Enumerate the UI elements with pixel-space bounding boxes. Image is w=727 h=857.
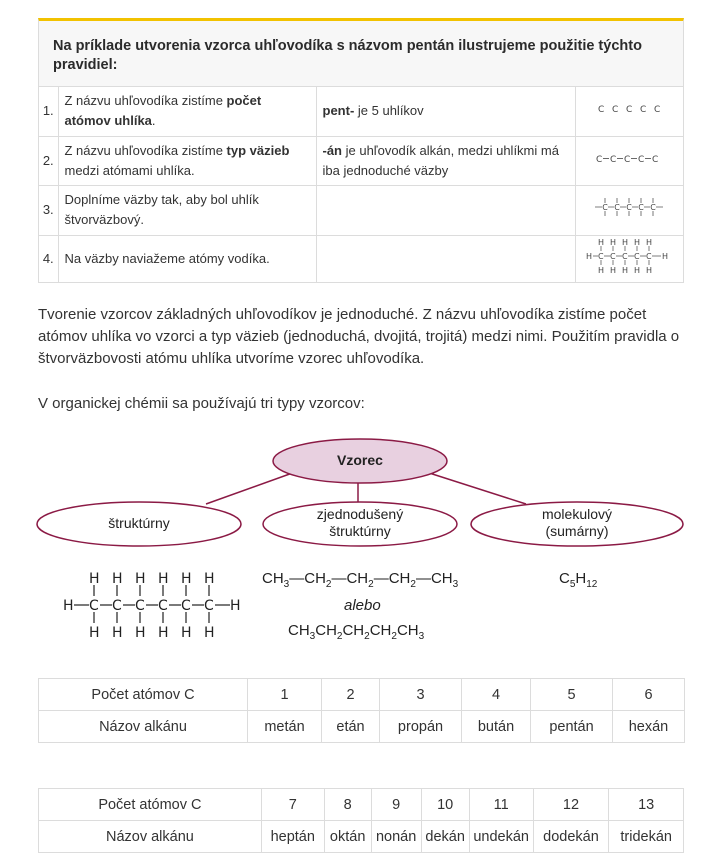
- svg-text:C: C: [612, 105, 619, 116]
- svg-text:H: H: [598, 237, 605, 247]
- svg-text:C: C: [638, 154, 645, 165]
- carbon-chain-formula: [594, 101, 664, 115]
- svg-text:H: H: [158, 571, 169, 587]
- svg-text:C: C: [614, 203, 621, 212]
- svg-text:C: C: [181, 598, 191, 614]
- table-cell: tridekán: [609, 821, 684, 853]
- svg-text:C: C: [158, 598, 168, 614]
- svg-text:H: H: [181, 571, 192, 587]
- svg-text:C: C: [622, 251, 628, 261]
- simplified-formula-dashed: $CH_3—CH_2—CH_2—CH_2—CH_3$: [262, 570, 459, 590]
- svg-text:H: H: [135, 625, 146, 641]
- table-cell: heptán: [261, 821, 324, 853]
- svg-text:C: C: [596, 154, 603, 165]
- formula-types-paragraph: V organickej chémii sa používajú tri typy vzorcov:: [38, 395, 365, 412]
- svg-text:C: C: [654, 105, 661, 116]
- svg-text:C: C: [204, 598, 214, 614]
- table-cell: pentán: [531, 711, 613, 743]
- connector-line: [423, 471, 526, 504]
- table-cell: undekán: [469, 821, 533, 853]
- row-label-name: Názov alkánu: [39, 821, 262, 853]
- table-cell: metán: [248, 711, 322, 743]
- table-cell: 3: [380, 679, 462, 711]
- hexane-structural-formula: [63, 571, 241, 641]
- svg-text:H: H: [230, 598, 241, 614]
- table-cell: bután: [462, 711, 531, 743]
- svg-text:H: H: [646, 265, 653, 275]
- svg-text:H: H: [622, 265, 629, 275]
- step-instruction: Z názvu uhľovodíka zistíme typ väzieb medzi atómami uhlíka.: [58, 136, 316, 185]
- root-node-label: Vzorec: [337, 452, 383, 468]
- svg-text:C: C: [624, 154, 631, 165]
- table-cell: 2: [322, 679, 380, 711]
- step-note: [316, 235, 575, 282]
- svg-text:H: H: [63, 598, 74, 614]
- svg-text:H: H: [112, 625, 123, 641]
- alkane-table-1: [38, 678, 685, 743]
- table-cell: dekán: [421, 821, 469, 853]
- svg-text:H: H: [181, 625, 192, 641]
- alkane-table-2: [38, 788, 684, 853]
- svg-text:H: H: [622, 237, 629, 247]
- table-cell: 4: [462, 679, 531, 711]
- svg-text:H: H: [204, 571, 215, 587]
- svg-text:C: C: [652, 154, 659, 165]
- step-instruction: Doplníme väzby tak, aby bol uhlík štvorväzbový.: [58, 185, 316, 235]
- svg-text:H: H: [634, 237, 641, 247]
- table-cell: 1: [248, 679, 322, 711]
- table-row: [39, 185, 683, 235]
- step-instruction: Na väzby naviažeme atómy vodíka.: [58, 235, 316, 282]
- simplified-structural-node-label: zjednodušený štruktúrny: [316, 506, 404, 539]
- step-note: -án je uhľovodík alkán, medzi uhlíkmi má iba jednoduché väzby: [316, 136, 575, 185]
- svg-text:C: C: [598, 251, 604, 261]
- step-note: pent- je 5 uhlíkov: [316, 87, 575, 136]
- table-cell: 13: [609, 789, 684, 821]
- table-cell: hexán: [613, 711, 685, 743]
- svg-text:H: H: [610, 265, 617, 275]
- svg-text:C: C: [112, 598, 122, 614]
- svg-text:C: C: [626, 203, 633, 212]
- table-row: [39, 679, 685, 711]
- svg-text:C: C: [89, 598, 99, 614]
- step-number: 4.: [39, 235, 58, 282]
- step-number: 2.: [39, 136, 58, 185]
- table-cell: dodekán: [533, 821, 609, 853]
- svg-text:H: H: [662, 251, 669, 261]
- svg-text:C: C: [640, 105, 647, 116]
- table-cell: 10: [421, 789, 469, 821]
- molecular-node-label: molekulový (sumárny): [541, 506, 613, 539]
- table-row: [39, 789, 684, 821]
- step-formula: [575, 235, 683, 282]
- svg-text:H: H: [634, 265, 641, 275]
- table-cell: 6: [613, 679, 685, 711]
- row-label-count: Počet atómov C: [39, 789, 262, 821]
- svg-text:H: H: [610, 237, 617, 247]
- formula-types-diagram: [36, 432, 688, 654]
- connector-line: [206, 471, 298, 504]
- table-cell: oktán: [324, 821, 371, 853]
- table-row: [39, 87, 683, 136]
- svg-text:C: C: [598, 105, 605, 116]
- svg-text:C: C: [634, 251, 640, 261]
- steps-heading: Na príklade utvorenia vzorca uhľovodíka s názvom pentán ilustrujeme použitie týchto pravidiel:: [39, 21, 683, 87]
- svg-text:C: C: [626, 105, 633, 116]
- svg-text:H: H: [158, 625, 169, 641]
- svg-text:C: C: [638, 203, 645, 212]
- svg-text:H: H: [89, 571, 100, 587]
- svg-text:H: H: [646, 237, 653, 247]
- step-instruction: Z názvu uhľovodíka zistíme počet atómov uhlíka.: [58, 87, 316, 136]
- table-cell: 9: [371, 789, 421, 821]
- table-row: [39, 235, 683, 282]
- svg-text:C: C: [135, 598, 145, 614]
- simplified-formula-condensed: $CH_3CH_2CH_2CH_2CH_3$: [288, 622, 425, 642]
- svg-text:H: H: [112, 571, 123, 587]
- svg-text:H: H: [135, 571, 146, 587]
- table-cell: etán: [322, 711, 380, 743]
- table-cell: 8: [324, 789, 371, 821]
- svg-text:C: C: [650, 203, 657, 212]
- table-cell: 7: [261, 789, 324, 821]
- svg-text:C: C: [610, 251, 616, 261]
- table-cell: 11: [469, 789, 533, 821]
- structural-node-label: štruktúrny: [108, 515, 170, 531]
- alebo-label: alebo: [344, 597, 381, 614]
- pentane-small-structure: [586, 237, 672, 275]
- steps-table: [38, 18, 684, 283]
- tetravalent-carbon-skeleton: [593, 195, 665, 219]
- svg-text:H: H: [586, 251, 593, 261]
- step-formula: [575, 185, 683, 235]
- table-row: [39, 821, 684, 853]
- step-number: 1.: [39, 87, 58, 136]
- svg-text:H: H: [598, 265, 605, 275]
- single-bond-chain-formula: [594, 151, 664, 165]
- table-cell: 12: [533, 789, 609, 821]
- step-formula: [575, 87, 683, 136]
- svg-text:H: H: [89, 625, 100, 641]
- table-row: [39, 136, 683, 185]
- step-number: 3.: [39, 185, 58, 235]
- step-formula: [575, 136, 683, 185]
- svg-text:H: H: [204, 625, 215, 641]
- table-cell: propán: [380, 711, 462, 743]
- svg-text:C: C: [646, 251, 652, 261]
- row-label-count: Počet atómov C: [39, 679, 248, 711]
- svg-text:C: C: [610, 154, 617, 165]
- table-row: [39, 711, 685, 743]
- table-cell: nonán: [371, 821, 421, 853]
- row-label-name: Názov alkánu: [39, 711, 248, 743]
- intro-paragraph: Tvorenie vzorcov základných uhľovodíkov je jednoduché. Z názvu uhľovodíka zistíme počet atómov uhlíka vo vzorci a typ väzieb (jednoduchá, dvojitá, trojitá) medzi nimi. Použitím pravidla o štvorväzbovosti atómu uhlíka utvoríme vzorec uhľovodíka.: [38, 306, 680, 367]
- svg-text:C: C: [602, 203, 609, 212]
- step-note: [316, 185, 575, 235]
- molecular-formula: $C_5H_{12}$: [559, 570, 598, 590]
- table-cell: 5: [531, 679, 613, 711]
